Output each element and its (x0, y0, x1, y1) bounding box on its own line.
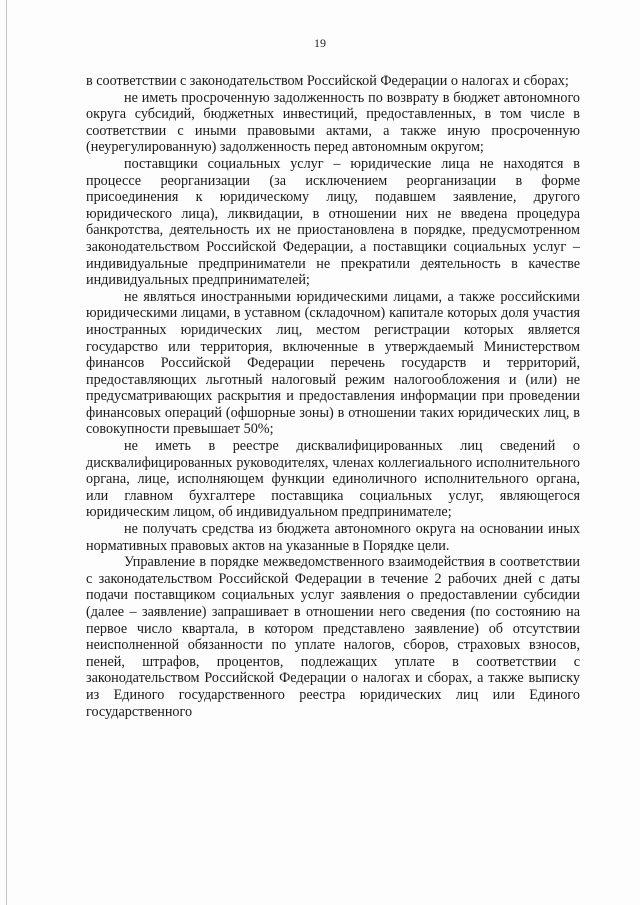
paragraph: не получать средства из бюджета автономного округа на основании иных нормативных правовых актов на указанные в Порядке цели. (86, 521, 580, 554)
paragraph: Управление в порядке межведомственного взаимодействия в соответствии с законодательством Российской Федерации в течение 2 рабочих дней с даты подачи поставщиком социальных услуг заявления о предоставлении субсидии (далее – заявление) запрашивает в отношении него сведения (по состоянию на первое число квартала, в котором представлено заявление) об отсутствии неисполненной обязанности по уплате налогов, сборов, страховых взносов, пеней, штрафов, процентов, подлежащих уплате в соответствии с законодательством Российской Федерации о налогах и сборах, а также выписку из Единого государственного реестра юридических лиц или Единого государственного (86, 554, 580, 720)
scan-edge-line (6, 0, 7, 905)
paragraph: не являться иностранными юридическими лицами, а также российскими юридическими лицами, в уставном (складочном) капитале которых доля участия иностранных юридических лиц, местом регистрации которых является государство или территория, включенные в утверждаемый Министерством финансов Российской Федерации перечень государств и территорий, предоставляющих льготный налоговый режим налогообложения и (или) не предусматривающих раскрытия и предоставления информации при проведении финансовых операций (офшорные зоны) в отношении таких юридических лиц, в совокупности превышает 50%; (86, 288, 580, 438)
page-number: 19 (314, 36, 326, 50)
paragraph: в соответствии с законодательством Российской Федерации о налогах и сборах; (86, 73, 569, 89)
document-body (86, 73, 580, 720)
paragraph: поставщики социальных услуг – юридические лица не находятся в процессе реорганизации (за исключением реорганизации в форме присоединения к юридическому лицу, подавшем заявление, другого юридического лица), ликвидации, в отношении них не введена процедура банкротства, деятельность их не приостановлена в порядке, предусмотренном законодательством Российской Федерации, а поставщики социальных услуг – индивидуальные предприниматели не прекратили деятельность в качестве индивидуальных предпринимателей; (86, 155, 580, 289)
paragraph: не иметь просроченную задолженность по возврату в бюджет автономного округа субсидий, бюджетных инвестиций, предоставленных, в том числе в соответствии с иными правовыми актами, а также иную просроченную (неурегулированную) задолженность перед автономным округом; (86, 89, 580, 156)
paragraph: не иметь в реестре дисквалифицированных лиц сведений о дисквалифицированных руководителях, членах коллегиального исполнительного органа, лице, исполняющем функции единоличного исполнительного органа, или главном бухгалтере поставщика социальных услуг, являющегося юридическим лицом, об индивидуальном предпринимателе; (86, 438, 580, 521)
